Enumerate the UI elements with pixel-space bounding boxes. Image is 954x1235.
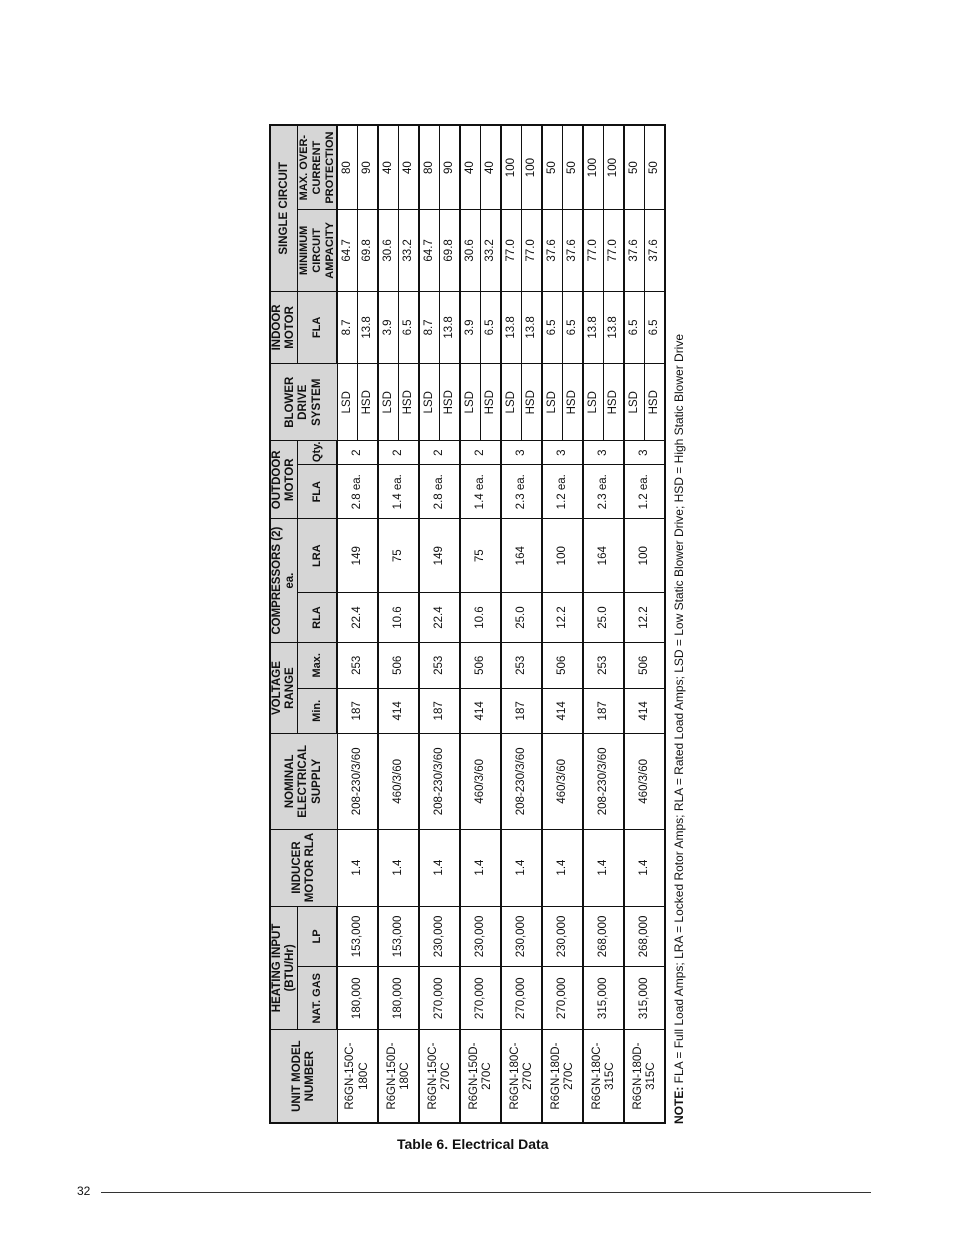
cell-lp: 153,000 — [378, 906, 419, 967]
cell-nat: 270,000 — [419, 967, 460, 1030]
cell-vmax: 506 — [542, 643, 583, 689]
cell-lra: 100 — [624, 519, 665, 593]
cell-model: R6GN-180C-315C — [583, 1030, 624, 1123]
cell-model: R6GN-150D-180C — [378, 1030, 419, 1123]
cell-mca: 33.2 — [481, 210, 502, 291]
cell-mca: 77.0 — [583, 210, 604, 291]
cell-vmin: 187 — [583, 688, 624, 734]
cell-drive: HSD — [522, 364, 543, 441]
header-vmax: Max. — [298, 643, 337, 689]
cell-vmax: 506 — [460, 643, 501, 689]
cell-drive: LSD — [378, 364, 399, 441]
cell-nat: 315,000 — [624, 967, 665, 1030]
table-caption: Table 6. Electrical Data — [397, 1136, 549, 1152]
cell-inducer: 1.4 — [337, 829, 378, 906]
header-voltage-range: VOLTAGE RANGE — [270, 643, 298, 734]
header-nat-gas: NAT. GAS — [298, 967, 337, 1030]
header-single-circuit: SINGLE CIRCUIT — [270, 125, 298, 291]
cell-supply: 460/3/60 — [542, 734, 583, 829]
cell-mca: 69.8 — [358, 210, 379, 291]
cell-inducer: 1.4 — [501, 829, 542, 906]
cell-ofla: 2.3 ea. — [583, 465, 624, 519]
cell-model: R6GN-150C-180C — [337, 1030, 378, 1123]
cell-mop: 40 — [399, 125, 420, 210]
cell-mca: 69.8 — [440, 210, 461, 291]
cell-mca: 37.6 — [542, 210, 563, 291]
header-compressors: COMPRESSORS (2) ea. — [270, 519, 298, 643]
cell-mop: 50 — [624, 125, 645, 210]
cell-fla: 13.8 — [440, 291, 461, 364]
cell-nat: 180,000 — [337, 967, 378, 1030]
cell-mop: 80 — [419, 125, 440, 210]
header-indoor-motor: INDOOR MOTOR — [270, 291, 298, 364]
header-inducer: INDUCER MOTOR RLA — [270, 829, 337, 906]
table-row — [542, 125, 563, 1123]
cell-vmin: 414 — [624, 688, 665, 734]
cell-mca: 33.2 — [399, 210, 420, 291]
cell-fla: 8.7 — [419, 291, 440, 364]
cell-fla: 13.8 — [583, 291, 604, 364]
cell-drive: LSD — [337, 364, 358, 441]
cell-supply: 208-230/3/60 — [337, 734, 378, 829]
cell-mop: 40 — [460, 125, 481, 210]
cell-fla: 13.8 — [522, 291, 543, 364]
header-lp: LP — [298, 906, 337, 967]
cell-rla: 25.0 — [501, 593, 542, 643]
cell-mop: 100 — [583, 125, 604, 210]
table-row — [419, 125, 440, 1123]
table-row — [378, 125, 399, 1123]
cell-fla: 6.5 — [563, 291, 584, 364]
cell-fla: 13.8 — [358, 291, 379, 364]
cell-rla: 22.4 — [337, 593, 378, 643]
cell-model: R6GN-150D-270C — [460, 1030, 501, 1123]
cell-vmax: 253 — [337, 643, 378, 689]
cell-vmax: 506 — [378, 643, 419, 689]
cell-drive: HSD — [645, 364, 666, 441]
cell-mop: 40 — [481, 125, 502, 210]
cell-inducer: 1.4 — [624, 829, 665, 906]
cell-supply: 208-230/3/60 — [583, 734, 624, 829]
cell-mop: 50 — [563, 125, 584, 210]
cell-model: R6GN-180D-315C — [624, 1030, 665, 1123]
cell-mca: 37.6 — [624, 210, 645, 291]
cell-nat: 315,000 — [583, 967, 624, 1030]
cell-mca: 77.0 — [501, 210, 522, 291]
header-nominal-supply: NOMINAL ELECTRICAL SUPPLY — [270, 734, 337, 829]
header-outdoor-qty: Qty. — [298, 441, 337, 465]
cell-lra: 75 — [460, 519, 501, 593]
cell-fla: 6.5 — [645, 291, 666, 364]
cell-rla: 25.0 — [583, 593, 624, 643]
header-vmin: Min. — [298, 688, 337, 734]
cell-mca: 30.6 — [378, 210, 399, 291]
cell-mop: 100 — [522, 125, 543, 210]
cell-model: R6GN-150C-270C — [419, 1030, 460, 1123]
cell-mca: 77.0 — [522, 210, 543, 291]
cell-model: R6GN-180C-270C — [501, 1030, 542, 1123]
cell-oqty: 3 — [542, 441, 583, 465]
cell-lp: 153,000 — [337, 906, 378, 967]
table-row — [501, 125, 522, 1123]
page-number: 32 — [77, 1184, 91, 1198]
cell-mop: 50 — [542, 125, 563, 210]
cell-drive: LSD — [460, 364, 481, 441]
cell-drive: HSD — [604, 364, 625, 441]
electrical-data-table — [269, 124, 666, 1124]
cell-oqty: 2 — [460, 441, 501, 465]
table-body — [337, 125, 665, 1123]
cell-lra: 100 — [542, 519, 583, 593]
cell-oqty: 3 — [583, 441, 624, 465]
cell-supply: 460/3/60 — [460, 734, 501, 829]
cell-lp: 230,000 — [460, 906, 501, 967]
cell-inducer: 1.4 — [460, 829, 501, 906]
cell-lp: 230,000 — [542, 906, 583, 967]
cell-fla: 13.8 — [501, 291, 522, 364]
cell-ofla: 2.3 ea. — [501, 465, 542, 519]
cell-inducer: 1.4 — [583, 829, 624, 906]
cell-vmin: 414 — [460, 688, 501, 734]
cell-oqty: 2 — [337, 441, 378, 465]
cell-fla: 6.5 — [399, 291, 420, 364]
cell-mop: 100 — [604, 125, 625, 210]
cell-mop: 90 — [358, 125, 379, 210]
cell-nat: 270,000 — [542, 967, 583, 1030]
cell-mca: 64.7 — [337, 210, 358, 291]
cell-fla: 6.5 — [542, 291, 563, 364]
cell-mop: 80 — [337, 125, 358, 210]
cell-mop: 40 — [378, 125, 399, 210]
cell-mca: 30.6 — [460, 210, 481, 291]
cell-mop: 50 — [645, 125, 666, 210]
cell-fla: 6.5 — [481, 291, 502, 364]
cell-nat: 180,000 — [378, 967, 419, 1030]
cell-vmin: 187 — [419, 688, 460, 734]
cell-ofla: 1.2 ea. — [624, 465, 665, 519]
cell-lra: 75 — [378, 519, 419, 593]
cell-fla: 3.9 — [460, 291, 481, 364]
cell-vmax: 506 — [624, 643, 665, 689]
note-label: NOTE: — [672, 1086, 686, 1124]
rotated-table-container — [269, 124, 663, 1124]
cell-drive: HSD — [440, 364, 461, 441]
header-mca: MINIMUM CIRCUIT AMPACITY — [298, 210, 337, 291]
cell-ofla: 1.4 ea. — [378, 465, 419, 519]
cell-mca: 37.6 — [563, 210, 584, 291]
table-row — [583, 125, 604, 1123]
cell-supply: 460/3/60 — [624, 734, 665, 829]
cell-drive: LSD — [583, 364, 604, 441]
cell-mop: 90 — [440, 125, 461, 210]
cell-rla: 12.2 — [542, 593, 583, 643]
cell-lp: 230,000 — [419, 906, 460, 967]
cell-nat: 270,000 — [501, 967, 542, 1030]
cell-drive: LSD — [542, 364, 563, 441]
cell-drive: LSD — [624, 364, 645, 441]
cell-fla: 3.9 — [378, 291, 399, 364]
cell-supply: 208-230/3/60 — [501, 734, 542, 829]
cell-drive: HSD — [563, 364, 584, 441]
cell-lp: 268,000 — [624, 906, 665, 967]
table-row — [337, 125, 358, 1123]
cell-drive: LSD — [419, 364, 440, 441]
cell-lra: 164 — [583, 519, 624, 593]
cell-drive: HSD — [358, 364, 379, 441]
header-rla: RLA — [298, 593, 337, 643]
cell-vmin: 187 — [501, 688, 542, 734]
header-heating-input: HEATING INPUT (BTU/Hr) — [270, 906, 298, 1030]
cell-supply: 208-230/3/60 — [419, 734, 460, 829]
cell-mop: 100 — [501, 125, 522, 210]
cell-drive: LSD — [501, 364, 522, 441]
cell-vmax: 253 — [501, 643, 542, 689]
cell-drive: HSD — [481, 364, 502, 441]
cell-vmin: 187 — [337, 688, 378, 734]
cell-oqty: 2 — [378, 441, 419, 465]
table-row — [624, 125, 645, 1123]
cell-model: R6GN-180D-270C — [542, 1030, 583, 1123]
cell-ofla: 1.4 ea. — [460, 465, 501, 519]
cell-fla: 8.7 — [337, 291, 358, 364]
note-text: FLA = Full Load Amps; LRA = Locked Rotor Amps; RLA = Rated Load Amps; LSD = Low Static Blower Drive; HSD = High Static Blower Drive — [672, 333, 686, 1087]
cell-nat: 270,000 — [460, 967, 501, 1030]
cell-lp: 268,000 — [583, 906, 624, 967]
cell-lp: 230,000 — [501, 906, 542, 967]
cell-lra: 149 — [337, 519, 378, 593]
cell-oqty: 3 — [624, 441, 665, 465]
table-header — [270, 125, 337, 1123]
cell-rla: 10.6 — [460, 593, 501, 643]
header-unit-model: UNIT MODEL NUMBER — [270, 1030, 337, 1123]
cell-lra: 149 — [419, 519, 460, 593]
header-indoor-fla: FLA — [298, 291, 337, 364]
cell-ofla: 2.8 ea. — [337, 465, 378, 519]
cell-inducer: 1.4 — [419, 829, 460, 906]
header-mop: MAX. OVER- CURRENT PROTECTION — [298, 125, 337, 210]
header-outdoor-motor: OUTDOOR MOTOR — [270, 441, 298, 519]
cell-vmin: 414 — [542, 688, 583, 734]
cell-fla: 6.5 — [624, 291, 645, 364]
header-lra: LRA — [298, 519, 337, 593]
cell-rla: 10.6 — [378, 593, 419, 643]
cell-inducer: 1.4 — [378, 829, 419, 906]
cell-ofla: 2.8 ea. — [419, 465, 460, 519]
cell-mca: 37.6 — [645, 210, 666, 291]
header-blower-drive: BLOWER DRIVE SYSTEM — [270, 364, 337, 441]
header-outdoor-fla: FLA — [298, 465, 337, 519]
cell-oqty: 2 — [419, 441, 460, 465]
cell-ofla: 1.2 ea. — [542, 465, 583, 519]
cell-oqty: 3 — [501, 441, 542, 465]
cell-drive: HSD — [399, 364, 420, 441]
cell-vmax: 253 — [583, 643, 624, 689]
table-note — [672, 294, 686, 1124]
cell-rla: 12.2 — [624, 593, 665, 643]
cell-vmax: 253 — [419, 643, 460, 689]
cell-supply: 460/3/60 — [378, 734, 419, 829]
footer-rule — [101, 1192, 871, 1193]
cell-fla: 13.8 — [604, 291, 625, 364]
cell-inducer: 1.4 — [542, 829, 583, 906]
cell-rla: 22.4 — [419, 593, 460, 643]
cell-vmin: 414 — [378, 688, 419, 734]
cell-mca: 77.0 — [604, 210, 625, 291]
cell-lra: 164 — [501, 519, 542, 593]
cell-mca: 64.7 — [419, 210, 440, 291]
table-row — [460, 125, 481, 1123]
